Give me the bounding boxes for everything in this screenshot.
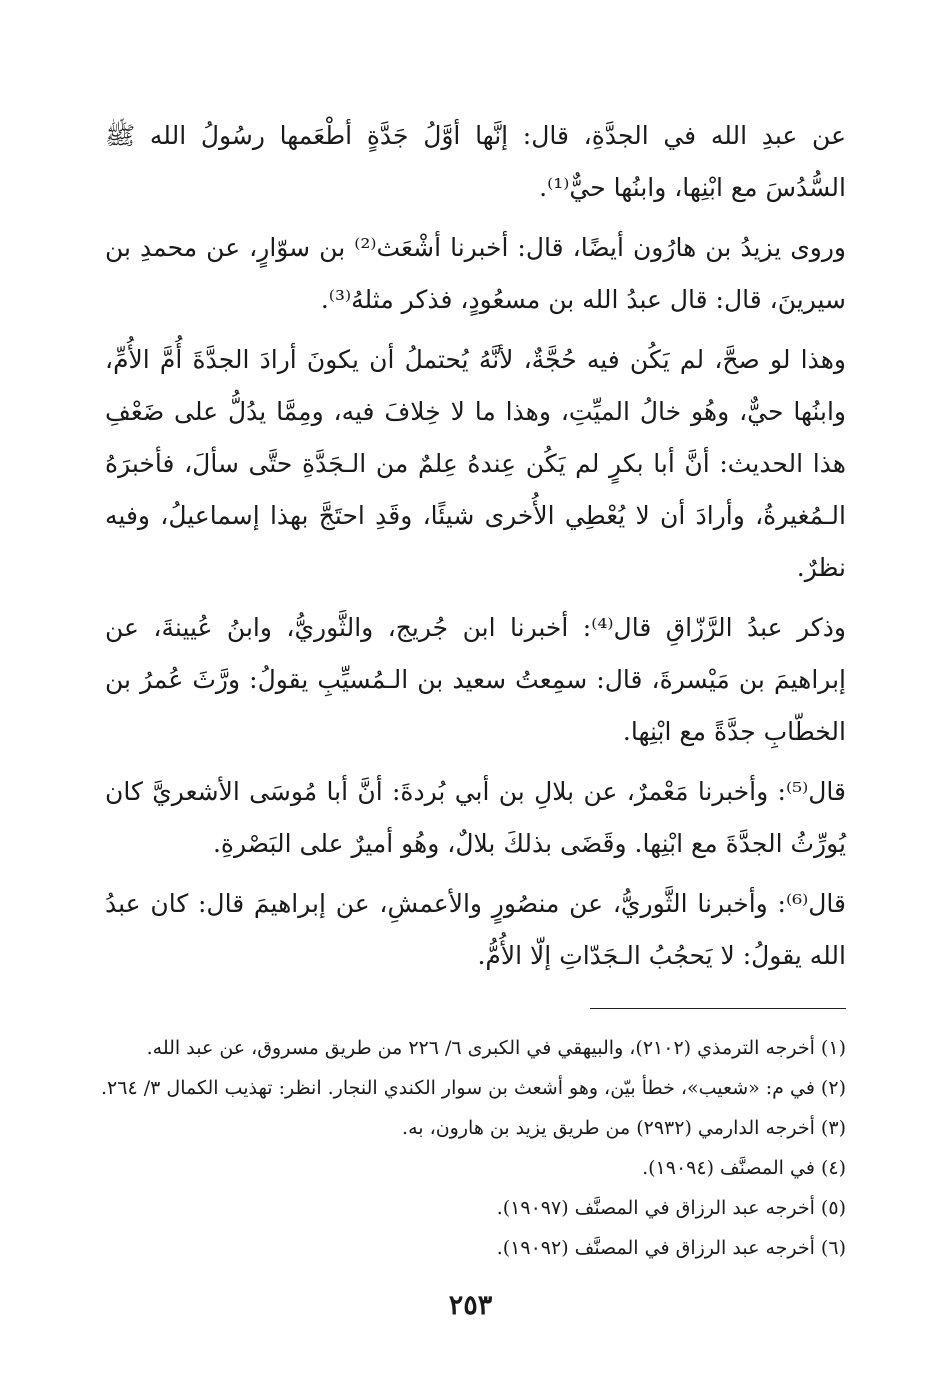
main-text	[105, 110, 846, 990]
footnote-2: (٢) في م: «شعيب»، خطأ بيّن، وهو أشعث بن سوار الكندي النجار. انظر: تهذيب الكمال ٣/ ٢٦٤.	[101, 1077, 846, 1099]
page-number: ٢٥٣	[448, 1290, 493, 1321]
footnote-5: (٥) أخرجه عبد الرزاق في المصنَّف (١٩٠٩٧).	[496, 1197, 846, 1219]
paragraph-6: قال⁽⁶⁾: وأخبرنا الثَّوريُّ، عن منصُورٍ والأعمشِ، عن إبراهيمَ قال: كان عبدُ الله يقولُ: لا يَحجُبُ الـجَدّاتِ إلّا الأُمُّ.	[105, 889, 846, 970]
footnote-6: (٦) أخرجه عبد الرزاق في المصنَّف (١٩٠٩٢).	[496, 1237, 846, 1259]
paragraph-4: وذكر عبدُ الرَّزّاقِ قال⁽⁴⁾: أخبرنا ابن جُريج، والثَّوريُّ، وابنُ عُيينةَ، عن إبراهيمَ بن مَيْسرةَ، قال: سمِعتُ سعيد بن الـمُسيِّبِ يقولُ: ورَّثَ عُمرُ بن الخطّابِ جدَّةً مع ابْنِها.	[105, 613, 846, 746]
footnotes	[101, 1028, 846, 1268]
paragraph-3: وهذا لو صحَّ، لم يَكُن فيه حُجَّةٌ، لأنَّهُ يُحتملُ أن يكونَ أرادَ الجدَّةَ أُمَّ الأُمِّ، وابنُها حيٌّ، وهُو خالُ الميِّتِ، وهذا ما لا خِلافَ فيه، ومِمَّا يدُلُّ على ضَعْفِ هذا الحديث: أنَّ أبا بكرٍ لم يَكُن عِندهُ عِلمٌ من الـجَدَّةِ حتَّى سألَ، فأخبرَهُ الـمُغيرةُ، وأرادَ أن لا يُعْطِي الأُخرى شيئًا، وقَدِ احتَجَّ بهذا إسماعيلُ، وفيه نظرٌ.	[105, 345, 846, 582]
paragraph-5: قال⁽⁵⁾: وأخبرنا مَعْمرٌ، عن بلالِ بن أبي بُردةَ: أنَّ أبا مُوسَى الأشعريَّ كان يُورِّثُ الجدَّةَ مع ابْنِها. وقَضَى بذلكَ بلالٌ، وهُو أميرٌ على البَصْرةِ.	[105, 777, 846, 858]
footnote-3: (٣) أخرجه الدارمي (٢٩٣٢) من طريق يزيد بن هارون، به.	[402, 1117, 846, 1139]
footnote-separator	[590, 1008, 846, 1009]
footnote-4: (٤) في المصنَّف (١٩٠٩٤).	[642, 1157, 846, 1179]
paragraph-2: وروى يزيدُ بن هارُون أيضًا، قال: أخبرنا أشْعَث⁽²⁾ بن سوّارٍ، عن محمدِ بن سيرينَ، قال: قال عبدُ الله بن مسعُودٍ، فذكر مثلهُ⁽³⁾.	[105, 233, 847, 314]
paragraph-1: عن عبدِ الله في الجدَّةِ، قال: إنَّها أوَّلُ جَدَّةٍ أطْعَمها رسُولُ الله ﷺ السُّدُسَ مع ابْنِها، وابنُها حيٌّ⁽¹⁾.	[105, 121, 846, 202]
footnote-1: (١) أخرجه الترمذي (٢١٠٢)، والبيهقي في الكبرى ٦/ ٢٢٦ من طريق مسروق، عن عبد الله.	[146, 1037, 846, 1059]
